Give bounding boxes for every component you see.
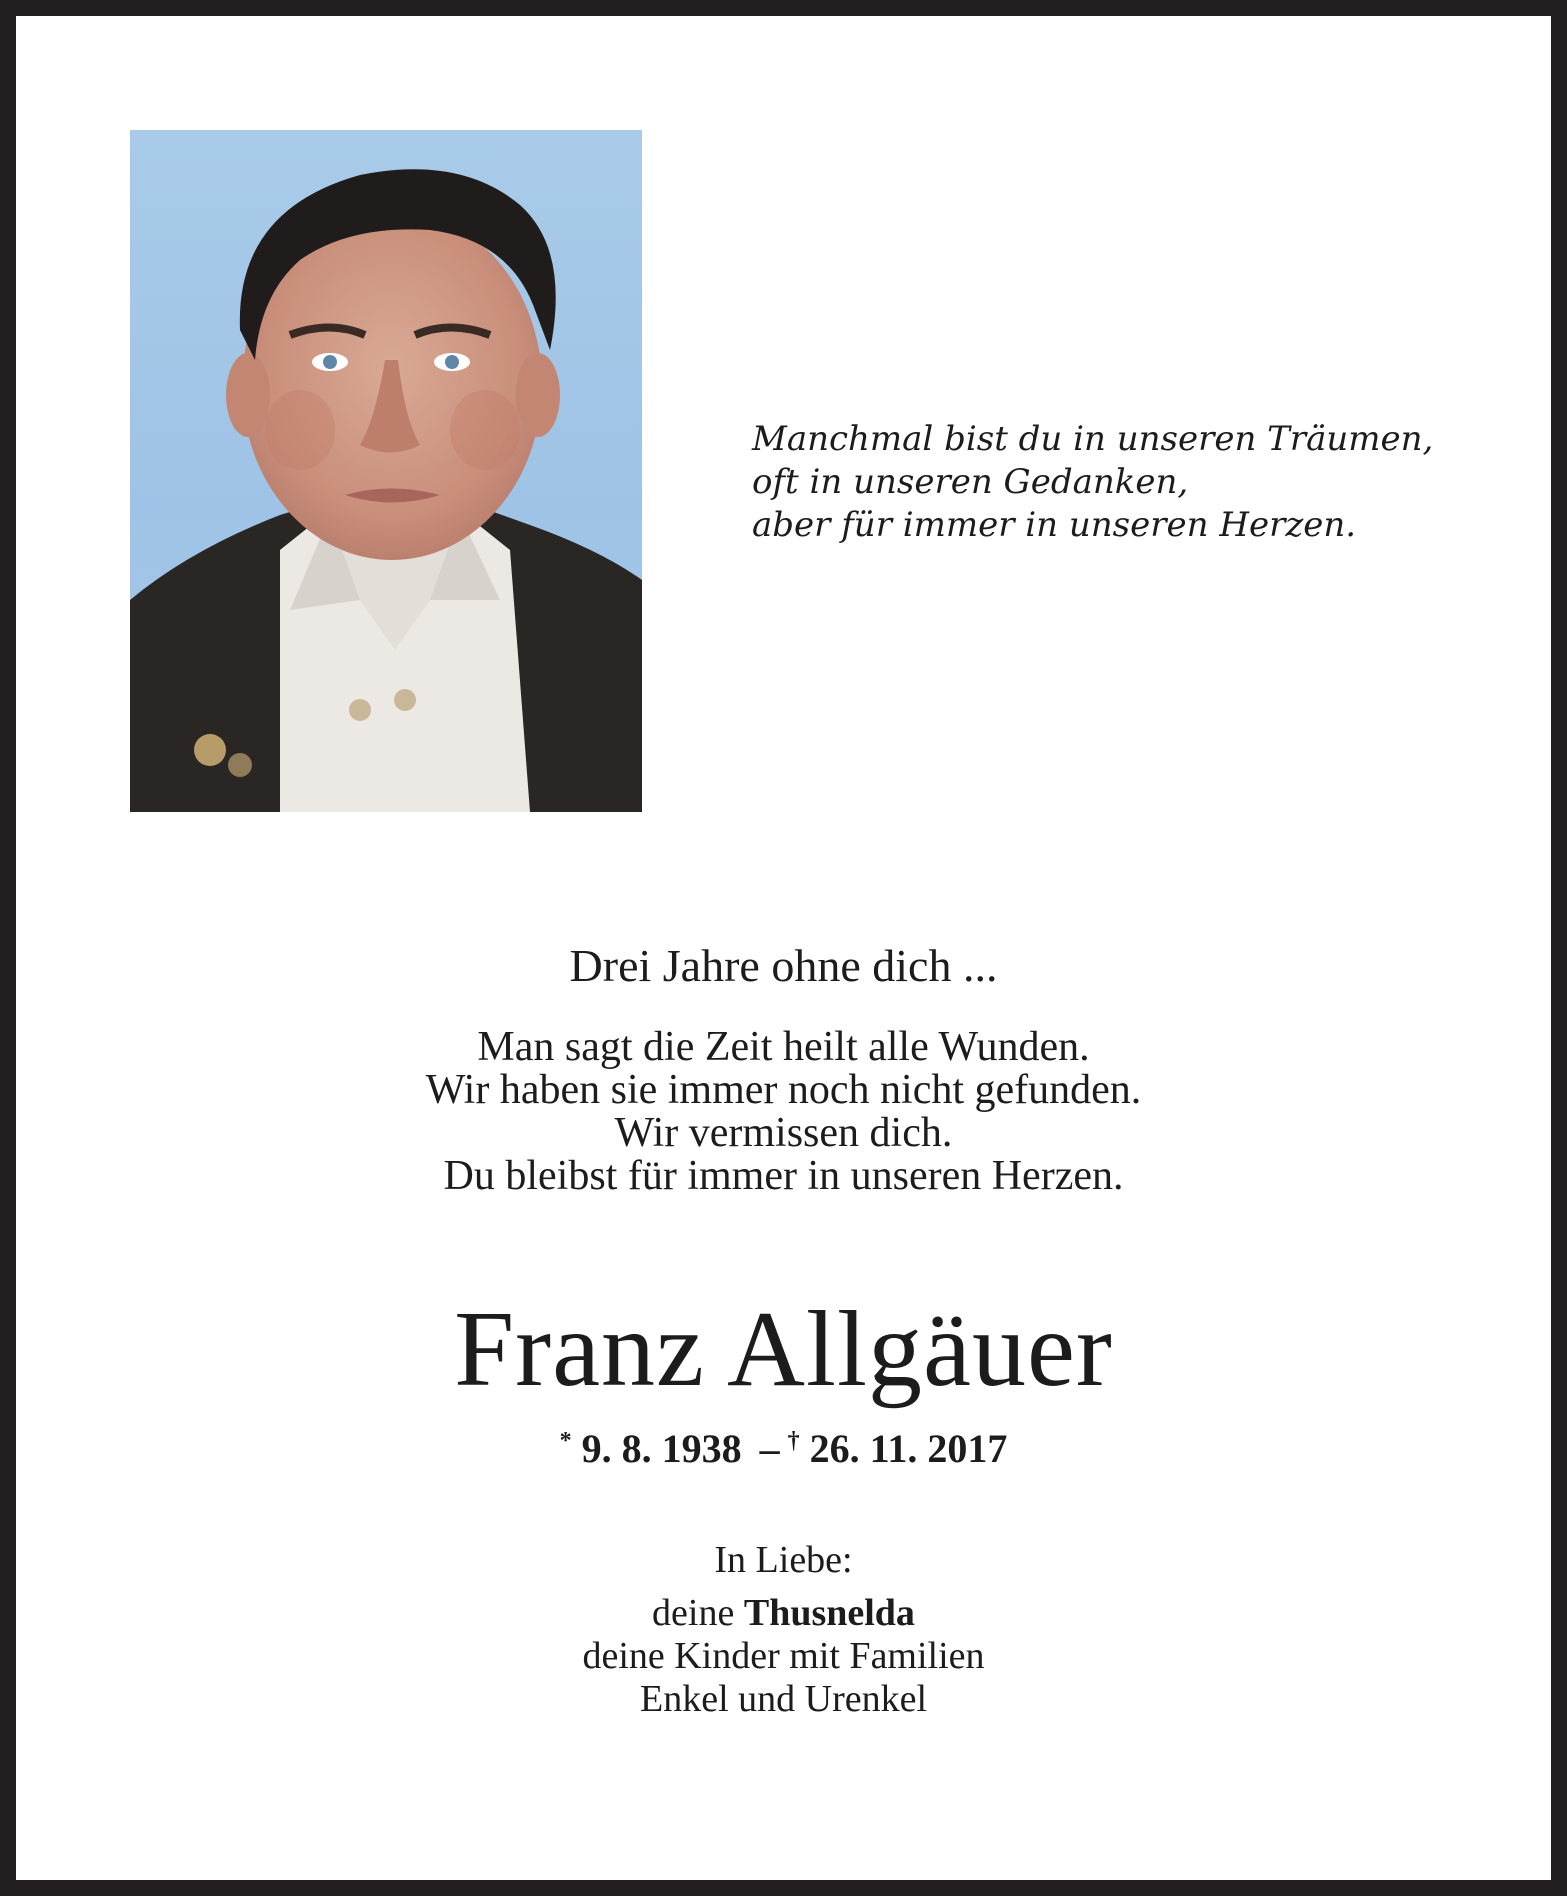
death-date: 26. 11. 2017 (809, 1426, 1008, 1471)
quote-block (752, 418, 1452, 547)
date-separator: – (759, 1426, 780, 1471)
quote-line: aber für immer in unseren Herzen. (752, 505, 1357, 545)
birth-symbol: * (559, 1428, 572, 1454)
poem-line: Man sagt die Zeit heilt alle Wunden. (477, 1024, 1090, 1070)
deceased-name: Franz Allgäuer (454, 1290, 1113, 1409)
mourner-line: deine Kinder mit Familien (582, 1635, 985, 1677)
mourners-heading: In Liebe: (714, 1539, 853, 1581)
poem-line: Wir haben sie immer noch nicht gefunden. (425, 1067, 1142, 1113)
birth-date: 9. 8. 1938 (581, 1426, 742, 1471)
mourners-list (16, 1592, 1551, 1721)
poem-block (16, 1026, 1551, 1198)
poem-line: Wir vermissen dich. (614, 1110, 953, 1156)
quote-line: Manchmal bist du in unseren Träumen, (752, 419, 1434, 459)
quote-line: oft in unseren Gedanken, (752, 462, 1189, 502)
portrait-illustration (130, 130, 642, 812)
subtitle: Drei Jahre ohne dich ... (569, 940, 998, 991)
death-symbol: † (787, 1428, 800, 1454)
portrait-photo (130, 130, 642, 812)
spouse-name: Thusnelda (743, 1592, 915, 1634)
spouse-prefix: deine (652, 1592, 735, 1634)
mourner-line-spouse (16, 1592, 1551, 1635)
life-dates (16, 1416, 1551, 1474)
mourner-line: Enkel und Urenkel (639, 1678, 928, 1720)
poem-line: Du bleibst für immer in unseren Herzen. (443, 1153, 1124, 1199)
